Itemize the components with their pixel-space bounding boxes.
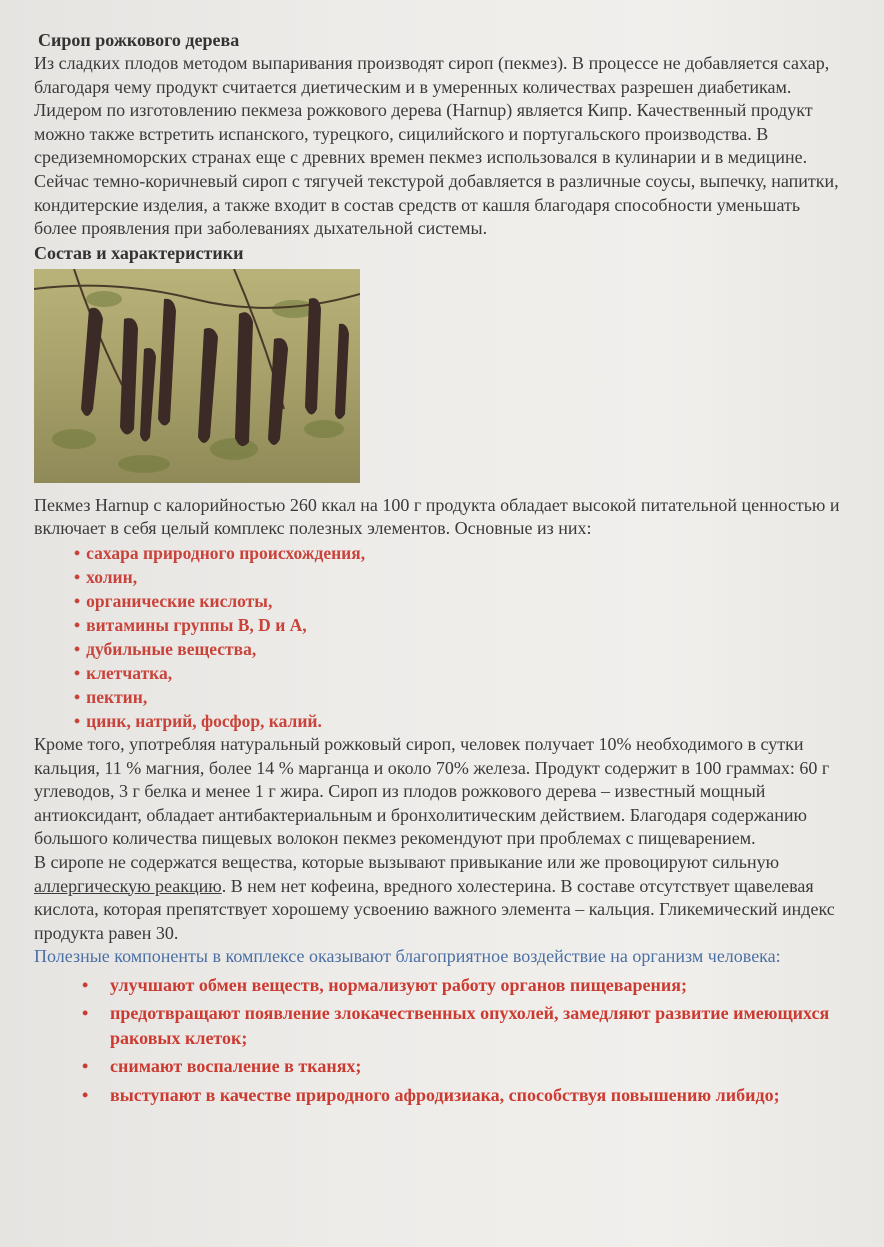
list-item: • снимают воспаление в тканях;: [82, 1054, 844, 1079]
allergy-link[interactable]: аллергическую реакцию: [34, 875, 222, 896]
list-item: • органические кислоты,: [74, 589, 844, 613]
list-item: • сахара природного происхождения,: [74, 541, 844, 565]
allergy-text-after: . В нем нет кофеина, вредного холестерина. В составе отсутствует щавелевая кислота, которая препятствует хорошему усвоению важного элемента – кальция. Гликемический индекс продукта равен 30.: [34, 875, 835, 943]
carob-pods-photo: [34, 269, 360, 483]
allergy-text-before: В сиропе не содержатся вещества, которые вызывают привыкание или же провоцируют сильную: [34, 851, 780, 872]
list-item: • витамины группы B, D и A,: [74, 613, 844, 637]
composition-paragraph: Пекмез Harnup с калорийностью 260 ккал на 100 г продукта обладает высокой питательной ценностью и включает в себя целый комплекс полезных элементов. Основные из них:: [34, 494, 840, 539]
article-title: Сироп рожкового дерева: [38, 30, 240, 50]
list-item: • пектин,: [74, 685, 844, 709]
allergy-paragraph: [34, 851, 844, 945]
list-item: • клетчатка,: [74, 661, 844, 685]
intro-paragraph: Из сладких плодов методом выпаривания производят сироп (пекмез). В процессе не добавляется сахар, благодаря чему продукт считается диетическим и в умеренных количествах разрешен диабетикам. Лидером по изготовлению пекмеза рожкового дерева (Harnup) является Кипр. Качественный продукт можно также встретить испанского, турецкого, сицилийского и португальского производства. В средиземноморских странах еще с древних времен пекмез использовался в кулинарии и в медицине. Сейчас темно-коричневый сироп с тягучей текстурой добавляется в различные соусы, выпечку, напитки, кондитерские изделия, а также входит в состав средств от кашля благодаря способности уменьшать более проявления при заболеваниях дыхательной системы.: [34, 53, 839, 239]
nutrition-paragraph: Кроме того, употребляя натуральный рожковый сироп, человек получает 10% необходимого в сутки кальция, 11 % магния, более 14 % марганца и около 70% железа. Продукт содержит в 100 граммах: 60 г углеводов, 3 г белка и менее 1 г жира. Сироп из плодов рожкового дерева – известный мощный антиоксидант, обладает антибактериальным и бронхолитическим действием. Благодаря содержанию большого количества пищевых волокон пекмез рекомендуют при проблемах с пищеварением.: [34, 733, 830, 849]
list-item: • предотвращают появление злокачественных опухолей, замедляют развитие имеющихся раковых клеток;: [82, 1001, 844, 1050]
list-item: • дубильные вещества,: [74, 637, 844, 661]
list-item: • холин,: [74, 565, 844, 589]
list-item: • цинк, натрий, фосфор, калий.: [74, 709, 844, 733]
components-list: [34, 541, 844, 733]
section-title: Состав и характеристики: [34, 242, 244, 263]
list-item: • выступают в качестве природного афродизиака, способствуя повышению либидо;: [82, 1083, 844, 1108]
effects-list: [34, 973, 844, 1108]
benefits-intro: Полезные компоненты в комплексе оказывают благоприятное воздействие на организм человека:: [34, 946, 781, 967]
list-item: • улучшают обмен веществ, нормализуют работу органов пищеварения;: [82, 973, 844, 998]
